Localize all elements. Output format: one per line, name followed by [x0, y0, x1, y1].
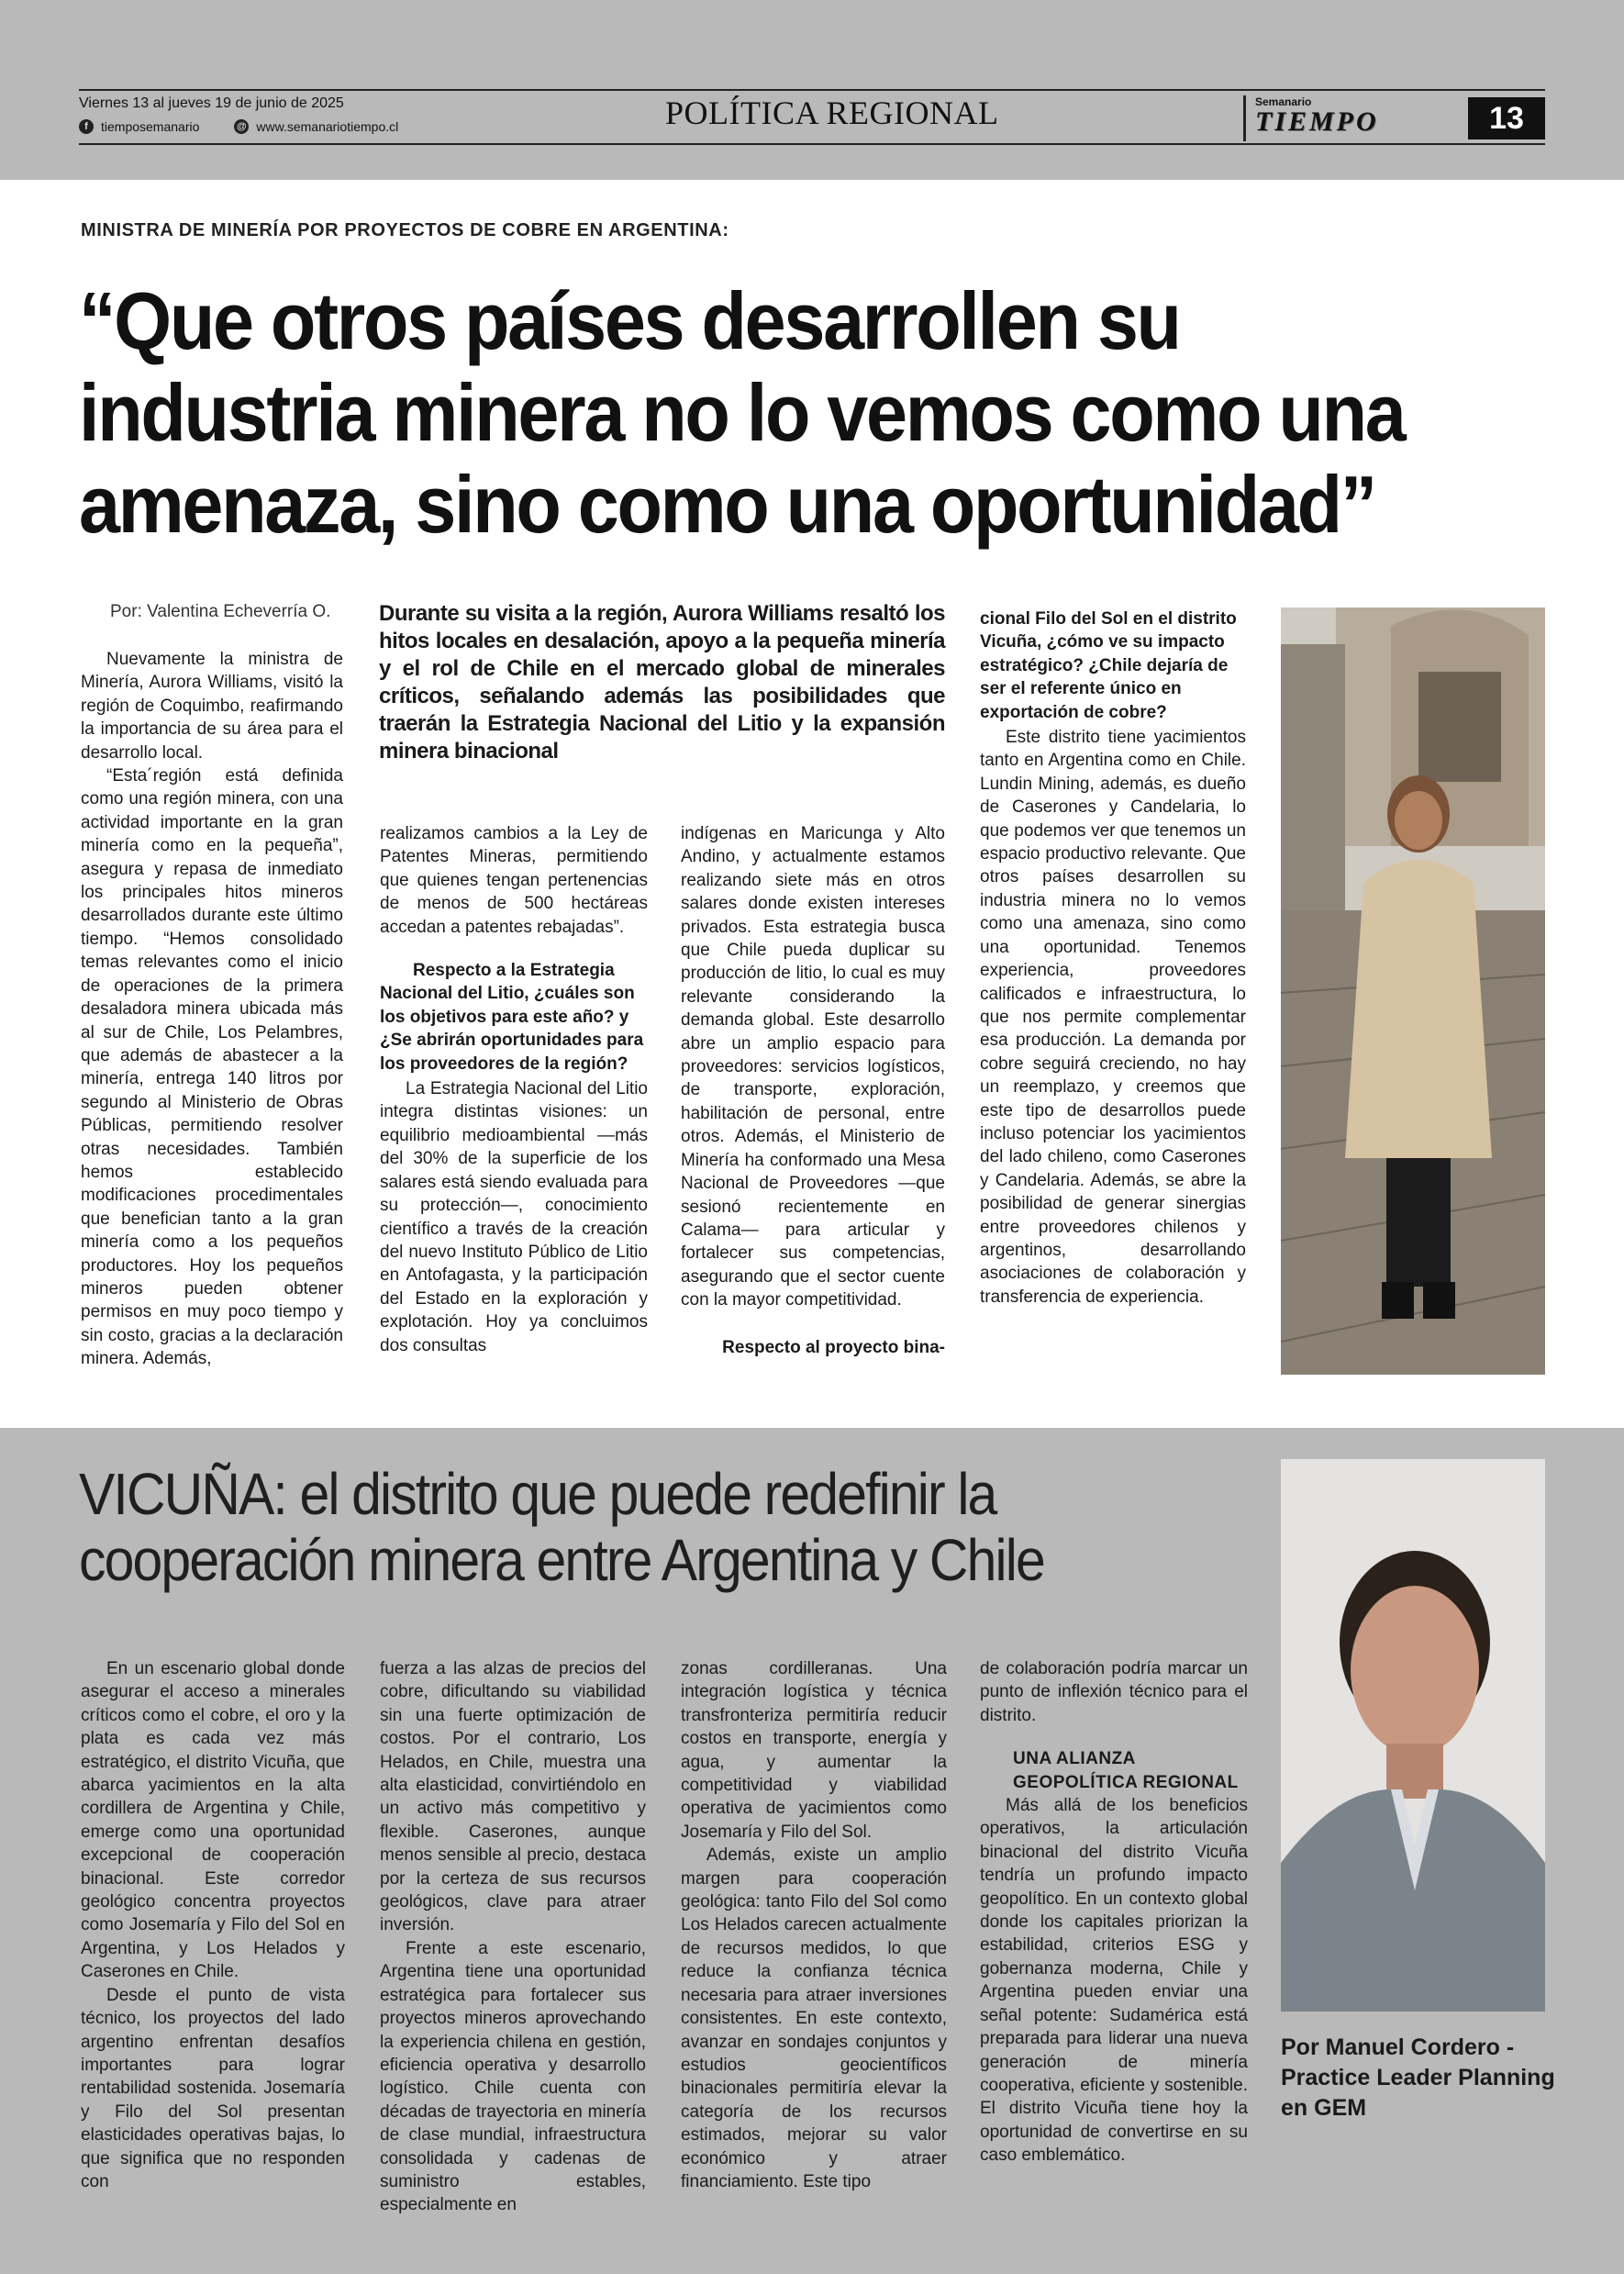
interview-question: cional Filo del Sol en el distrito Vicuña, ¿cómo ve su impacto estratégico? ¿Chile dejaría de ser el referente único en exportación de cobre?	[980, 609, 1237, 722]
logo-small-text: Semanario	[1255, 95, 1312, 108]
issue-date: Viernes 13 al jueves 19 de junio de 2025	[79, 95, 344, 111]
article2-headline: VICUÑA: el distrito que puede redefinir la cooperación minera entre Argentina y Chile	[79, 1461, 1044, 1593]
article-headline: “Que otros países desarrollen su industria minera no lo vemos como una amenaza, sino como una oportunidad”	[79, 275, 1405, 550]
article-kicker: MINISTRA DE MINERÍA POR PROYECTOS DE COBRE EN ARGENTINA:	[81, 220, 729, 240]
minister-photo	[1281, 608, 1545, 1375]
paragraph: Este distrito tiene yacimientos tanto en Argentina como en Chile. Lundin Mining, además, es dueño de Caserones y Candelaria, lo que podemos ver que tenemos un espacio productivo relevante. Que otros países desarrollen su industria minera no lo vemos como una amenaza, sino como una oportunidad. Tenemos experiencia, proveedores calificados e infraestructura, lo que nos permite complementar esa producción. La demanda por cobre seguirá creciendo, no hay un reemplazo, y creemos que este tipo de desarrollos puede incluso potenciar los yacimientos del lado chileno, como Caserones y Candelaria. Además, se abre la posibilidad de generar sinergias entre proveedores chilenos y argentinos, desarrollando asociaciones de colaboración y transferencia de experiencia.	[980, 728, 1246, 1307]
paragraph: de colaboración podría marcar un punto de inflexión técnico para el distrito.	[980, 1659, 1248, 1725]
article2-column-2	[380, 1657, 646, 2217]
paragraph: realizamos cambios a la Ley de Patentes Mineras, permitiendo que quienes tengan pertenencias de menos de 500 hectáreas accedan a patentes rebajadas”.	[380, 824, 648, 937]
author-photo	[1281, 1459, 1545, 2012]
author-photo-illustration	[1281, 1459, 1545, 2012]
author-credit: Por Manuel Cordero - Practice Leader Planning en GEM	[1281, 2034, 1555, 2121]
masthead-rule	[79, 143, 1545, 145]
paragraph: Desde el punto de vista técnico, los proyectos del lado argentino enfrentan desafíos importantes para lograr rentabilidad sostenida. Josemaría y Filo del Sol presentan elasticidades operativas bajas, lo que significa que no responden con	[81, 1985, 345, 2191]
article2-column-4	[980, 1657, 1248, 2168]
interview-question: Respecto a la Estrategia Nacional del Litio, ¿cuáles son los objetivos para este año? y ¿Se abrirán oportunidades para los proveedores de la región?	[380, 961, 644, 1074]
paragraph: zonas cordilleranas. Una integración logística y técnica transfronteriza permitiría reducir costos en transporte, energía y agua, y aumentar la competitividad y viabilidad operativa de yacimientos como Josemaría y Filo del Sol.	[681, 1659, 947, 1842]
paragraph: Además, existe un amplio margen para cooperación geológica: tanto Filo del Sol como Los Helados carecen actualmente de recursos medidos, lo que reduce la confianza técnica necesaria para atraer inversiones consistentes. En este contexto, avanzar en sondajes conjuntos y estudios geocientíficos binacionales permitiría elevar la categoría de los recursos estimados, mejorar su valor económico y atraer financiamiento. Este tipo	[681, 1845, 947, 2191]
paragraph: La Estrategia Nacional del Litio integra distintas visiones: un equilibrio medioambiental —más del 30% de la superficie de los salares está siendo evaluada para su protección—, conocimiento científico a través de la creación del nuevo Instituto Público de Litio en Antofagasta, y la participación del Estado en la exploración y explotación. Hoy ya concluimos dos consultas	[380, 1079, 648, 1355]
page-number: 13	[1468, 97, 1545, 139]
article2-column-1	[81, 1657, 345, 2193]
byline: Por: Valentina Echeverría O.	[110, 602, 331, 621]
website-link[interactable]	[234, 119, 398, 134]
facebook-handle: tiemposemanario	[101, 119, 200, 134]
paragraph: Más allá de los beneficios operativos, la articulación binacional del distrito Vicuña tendría un profundo impacto geopolítico. En un contexto global donde los capitales priorizan la estabilidad, criterios ESG y gobernanza moderna, Chile y Argentina pueden enviar una señal potente: Sudamérica está preparada para liderar una nueva generación de minería cooperativa, eficiente y sostenible. El distrito Vicuña tiene hoy la oportunidad de convertirse en su caso emblemático.	[980, 1796, 1248, 2166]
interview-question: Respecto al proyecto bina-	[722, 1337, 945, 1357]
logo-big-text: TIEMPO	[1255, 106, 1379, 137]
facebook-icon: f	[79, 119, 94, 134]
minister-photo-illustration	[1281, 608, 1545, 1375]
globe-icon: @	[234, 119, 249, 134]
masthead-rule	[79, 89, 1545, 91]
paragraph: fuerza a las alzas de precios del cobre, dificultando su viabilidad sin una fuerte optimización de costos. Por el contrario, Los Helados, en Chile, muestra una alta elasticidad, convirtiéndolo en un activo más competitivo y flexible. Caserones, aunque menos sensible al precio, destaca por la certeza de sus recursos geológicos, clave para atraer inversión.	[380, 1659, 646, 1935]
social-links	[79, 119, 398, 134]
paragraph: “Esta´región está definida como una región minera, con una actividad importante en la gran minería como en la pequeña”, asegura y repasa de inmediato los principales hitos mineros desarrollados durante este último tiempo. “Hemos consolidado temas relevantes como el inicio de operaciones de la primera desaladora minera ubicada más al sur de Chile, Los Pelambres, que además de abastecer a la minería, entrega 140 litros por segundo al Ministerio de Obras Públicas, permitiendo resolver otras necesidades. También hemos establecido modificaciones procedimentales que benefician tanto a la gran minería como a los pequeños productores. Hoy los pequeños mineros pueden obtener permisos en muy poco tiempo y sin costo, gracias a la declaración minera. Además,	[81, 766, 343, 1369]
article1-column-1	[81, 648, 343, 1371]
subheading: UNA ALIANZA GEOPOLÍTICA REGIONAL	[1013, 1749, 1239, 1792]
article1-column-3	[681, 822, 945, 1361]
article-lead: Durante su visita a la región, Aurora Williams resaltó los hitos locales en desalación, apoyo a la pequeña minería y el rol de Chile en el mercado global de minerales críticos, señalando además las posibilidades que traerán la Estrategia Nacional del Litio y la expansión minera binacional	[379, 601, 945, 764]
paragraph: indígenas en Maricunga y Alto Andino, y actualmente estamos realizando siete más en otros salares donde existen intereses privados. Esta estrategia busca que Chile pueda duplicar su producción de litio, lo cual es muy relevante considerando la demanda global. Este desarrollo abre un amplio espacio para proveedores: servicios logísticos, de transporte, exploración, habilitación de personal, entre otros. Además, el Ministerio de Minería ha conformado una Mesa Nacional de Proveedores —que sesionó recientemente en Calama— para articular y fortalecer sus competencias, asegurando que el sector cuente con la mayor competitividad.	[681, 824, 945, 1310]
paragraph: Frente a este escenario, Argentina tiene una oportunidad estratégica para fortalecer sus proyectos mineros aprovechando la experiencia chilena en gestión, eficiencia operativa y desarrollo logístico. Chile cuenta con décadas de trayectoria en minería de clase mundial, infraestructura consolidada y cadenas de suministro estables, especialmente en	[380, 1938, 646, 2215]
facebook-link[interactable]	[79, 119, 199, 134]
paragraph: En un escenario global donde asegurar el acceso a minerales críticos como el cobre, el oro y la plata es cada vez más estratégico, el distrito Vicuña, que abarca yacimientos en la alta cordillera de Argentina y Chile, emerge como una oportunidad excepcional de cooperación binacional. Este corredor geológico concentra proyectos como Josemaría y Filo del Sol en Argentina, y Los Helados y Caserones en Chile.	[81, 1659, 345, 1982]
newspaper-logo	[1243, 95, 1436, 141]
article1-column-2	[380, 822, 648, 1357]
paragraph: Nuevamente la ministra de Minería, Aurora Williams, visitó la región de Coquimbo, reafirmando la importancia de su área para el desarrollo local.	[81, 650, 343, 763]
article2-column-3	[681, 1657, 947, 2193]
section-title: POLÍTICA REGIONAL	[665, 95, 999, 131]
website-url: www.semanariotiempo.cl	[256, 119, 399, 134]
article1-column-4	[980, 608, 1246, 1309]
